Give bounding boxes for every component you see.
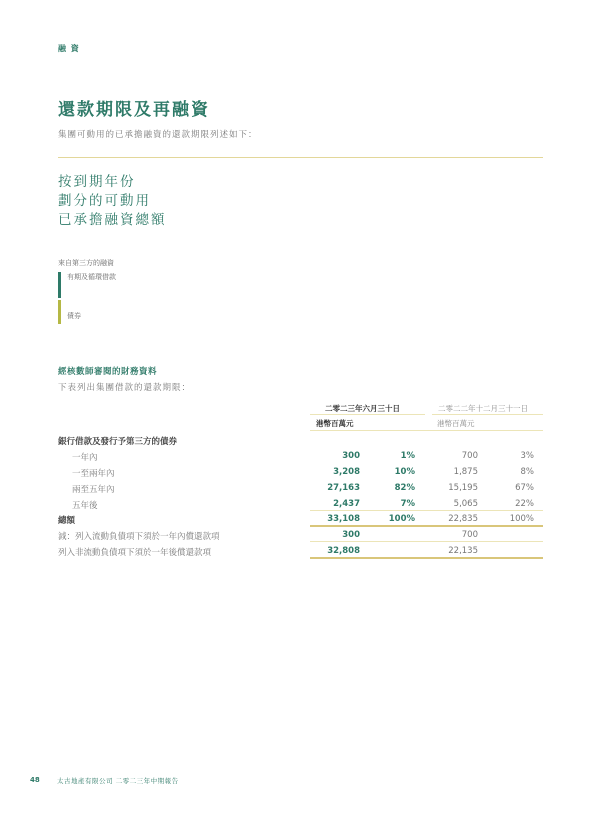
divider bbox=[58, 157, 543, 158]
section-tag: 融 資 bbox=[58, 44, 80, 53]
noncurrent-label: 列入非流動負債項下須於一年後償還款項 bbox=[58, 548, 212, 558]
legend-label-loans: 有期及循環借款 bbox=[67, 273, 116, 281]
cell-previous: 15,195 bbox=[448, 483, 478, 493]
total-previous-pct: 100% bbox=[509, 514, 534, 524]
chart-title-line: 劃分的可動用 bbox=[58, 193, 151, 209]
cell-current-pct: 1% bbox=[400, 451, 415, 461]
cell-previous-pct: 8% bbox=[520, 467, 534, 477]
legend-swatch-loans bbox=[58, 272, 61, 298]
cell-current: 2,437 bbox=[333, 499, 360, 509]
footer-text: 太古地產有限公司 二零二三年中期報告 bbox=[57, 777, 179, 785]
divider bbox=[310, 557, 543, 559]
divider bbox=[432, 414, 543, 415]
col-header-previous: 二零二二年十二月三十一日 bbox=[438, 404, 528, 413]
cell-previous: 5,065 bbox=[453, 499, 478, 509]
cell-current-pct: 7% bbox=[400, 499, 415, 509]
noncurrent-current: 32,808 bbox=[327, 546, 360, 556]
cell-current-pct: 10% bbox=[394, 467, 415, 477]
chart-title bbox=[58, 173, 167, 230]
cell-previous: 700 bbox=[461, 451, 478, 461]
audited-heading: 經核數師審閱的財務資料 bbox=[58, 367, 158, 377]
cell-current: 27,163 bbox=[327, 483, 360, 493]
total-current: 33,108 bbox=[327, 514, 360, 524]
total-current-pct: 100% bbox=[388, 514, 415, 524]
legend-swatch-bonds bbox=[58, 300, 61, 324]
table-intro: 下表列出集團借款的還款期限： bbox=[58, 383, 192, 393]
divider bbox=[310, 525, 543, 527]
less-previous: 700 bbox=[461, 530, 478, 540]
legend-heading: 來自第三方的融資 bbox=[58, 259, 114, 267]
intro-text: 集團可動用的已承擔融資的還款期限列述如下： bbox=[58, 130, 258, 140]
cell-previous: 1,875 bbox=[453, 467, 478, 477]
legend-label-bonds: 債券 bbox=[67, 312, 81, 320]
page-title: 還款期限及再融資 bbox=[58, 100, 210, 120]
noncurrent-previous: 22,135 bbox=[448, 546, 478, 556]
table-section-heading: 銀行借款及發行予第三方的債券 bbox=[58, 437, 178, 447]
cell-current-pct: 82% bbox=[394, 483, 415, 493]
chart-title-line: 按到期年份 bbox=[58, 174, 136, 190]
col-header-current: 二零二三年六月三十日 bbox=[325, 404, 400, 413]
cell-previous-pct: 67% bbox=[515, 483, 534, 493]
row-label: 五年後 bbox=[72, 501, 98, 511]
unit-current: 港幣百萬元 bbox=[316, 419, 354, 428]
cell-previous-pct: 3% bbox=[520, 451, 534, 461]
row-label: 一年內 bbox=[72, 453, 98, 463]
divider bbox=[310, 414, 425, 415]
total-previous: 22,835 bbox=[448, 514, 478, 524]
row-label: 一至兩年內 bbox=[72, 469, 115, 479]
divider bbox=[310, 430, 543, 431]
cell-current: 3,208 bbox=[333, 467, 360, 477]
divider bbox=[310, 541, 543, 542]
page-number: 48 bbox=[30, 776, 40, 784]
chart-title-line: 已承擔融資總額 bbox=[58, 212, 167, 228]
less-current-label: 減：列入流動負債項下須於一年內償還款項 bbox=[58, 532, 220, 542]
row-label: 兩至五年內 bbox=[72, 485, 115, 495]
cell-previous-pct: 22% bbox=[515, 499, 534, 509]
total-label: 總額 bbox=[58, 516, 76, 526]
unit-previous: 港幣百萬元 bbox=[437, 419, 475, 428]
divider bbox=[310, 510, 543, 511]
less-current: 300 bbox=[342, 530, 360, 540]
cell-current: 300 bbox=[342, 451, 360, 461]
